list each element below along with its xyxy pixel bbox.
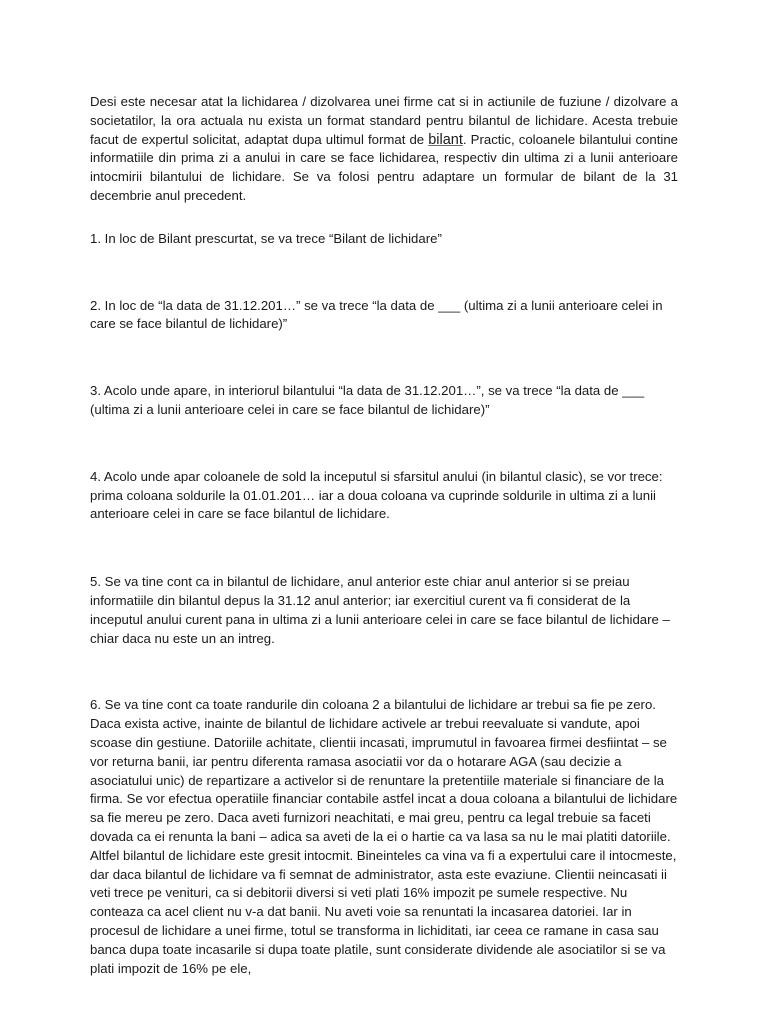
list-item-2: 2. In loc de “la data de 31.12.201…” se va trece “la data de ___ (ultima zi a lunii anterioare celei in care se face bilantul de lichidare)” <box>90 297 663 332</box>
list-item-4: 4. Acolo unde apar coloanele de sold la inceputul si sfarsitul anului (in bilantul clasic), se vor trece: prima coloana soldurile la 01.01.201… iar a doua coloana va cuprinde soldurile in ultima zi a lunii anterioare celei in care se face bilantul de lichidare. <box>90 468 663 522</box>
intro-paragraph <box>90 93 678 206</box>
list-item-6: 6. Se va tine cont ca toate randurile din coloana 2 a bilantului de lichidare ar trebui sa fie pe zero. Daca exista active, inainte de bilantul de lichidare activele ar trebui reevaluate si vandute, apoi scoase din gestiune. Datoriile achitate, clientii incasati, imprumutul in favoarea firmei desfiintat – se vor returna banii, iar pentru diferenta ramasa asociatii vor da o hotarare AGA (sau decizie a asociatului unic) de repartizare a activelor si de renuntare la pretentiile materiale si financiare de la firma. Se vor efectua operatiile financiar contabile astfel incat a doua coloana a bilantului de lichidare sa fie mereu pe zero. Daca aveti furnizori neachitati, e mai greu, pentru ca legal trebuie sa faceti dovada ca ei renunta la bani – adica sa aveti de la ei o hartie ca va lasa sa nu le mai platiti datoriile. Altfel bilantul de lichidare este gresit intocmit. Bineinteles ca vina va fi a expertului care il intocmeste, dar daca bilantul de lichidare va fi semnat de administrator, asta este evaziune. Clientii neincasati ii veti trece pe venituri, ca si debitorii diversi si veti plati 16% impozit pe sumele respective. Nu conteaza ca acel client nu v-a dat banii. Nu aveti voie sa renuntati la incasarea datoriei. Iar in procesul de lichidare a unei firme, totul se transforma in lichiditati, iar ceea ce ramane in casa sau banca dupa toate incasarile si dupa toate platile, sunt considerate dividende ale asociatilor si se va plati impozit de 16% pe ele, <box>90 697 678 976</box>
list-item-3: 3. Acolo unde apare, in interiorul bilantului “la data de 31.12.201…”, se va trece “la data de ___ (ultima zi a lunii anterioare celei in care se face bilantul de lichidare)” <box>90 383 645 417</box>
intro-text-after-link: . Practic, coloanele bilantului contine informatiile din prima zi a anului in care se face lichidarea, respectiv din ultima zi a lunii anterioare intocmirii bilantului de lichidare. Se va folosi pentru adaptare un formular de bilant de la 31 decembrie anul precedent. <box>90 131 678 203</box>
list-item-5: 5. Se va tine cont ca in bilantul de lichidare, anul anterior este chiar anul anterior si se preiau informatiile din bilantul depus la 31.12 anul anterior; iar exercitiul curent va fi considerat de la inceputul anului curent pana in ultima zi a lunii anterioare celei in care se face bilantul de lichidare – chiar daca nu este un an intreg. <box>90 574 670 646</box>
intro-text-before-link: Desi este necesar atat la lichidarea / dizolvarea unei firme cat si in actiunile de fuziune / dizolvare a societatilor, la ora actuala nu exista un format standard pentru bilantul de lichidare. Acesta trebuie facut de expertul solicitat, adaptat dupa ultimul format de <box>90 94 678 147</box>
list-item-1: 1. In loc de Bilant prescurtat, se va trece “Bilant de lichidare” <box>90 230 442 246</box>
document-page <box>90 93 678 978</box>
bilant-link[interactable]: bilant <box>428 131 463 148</box>
